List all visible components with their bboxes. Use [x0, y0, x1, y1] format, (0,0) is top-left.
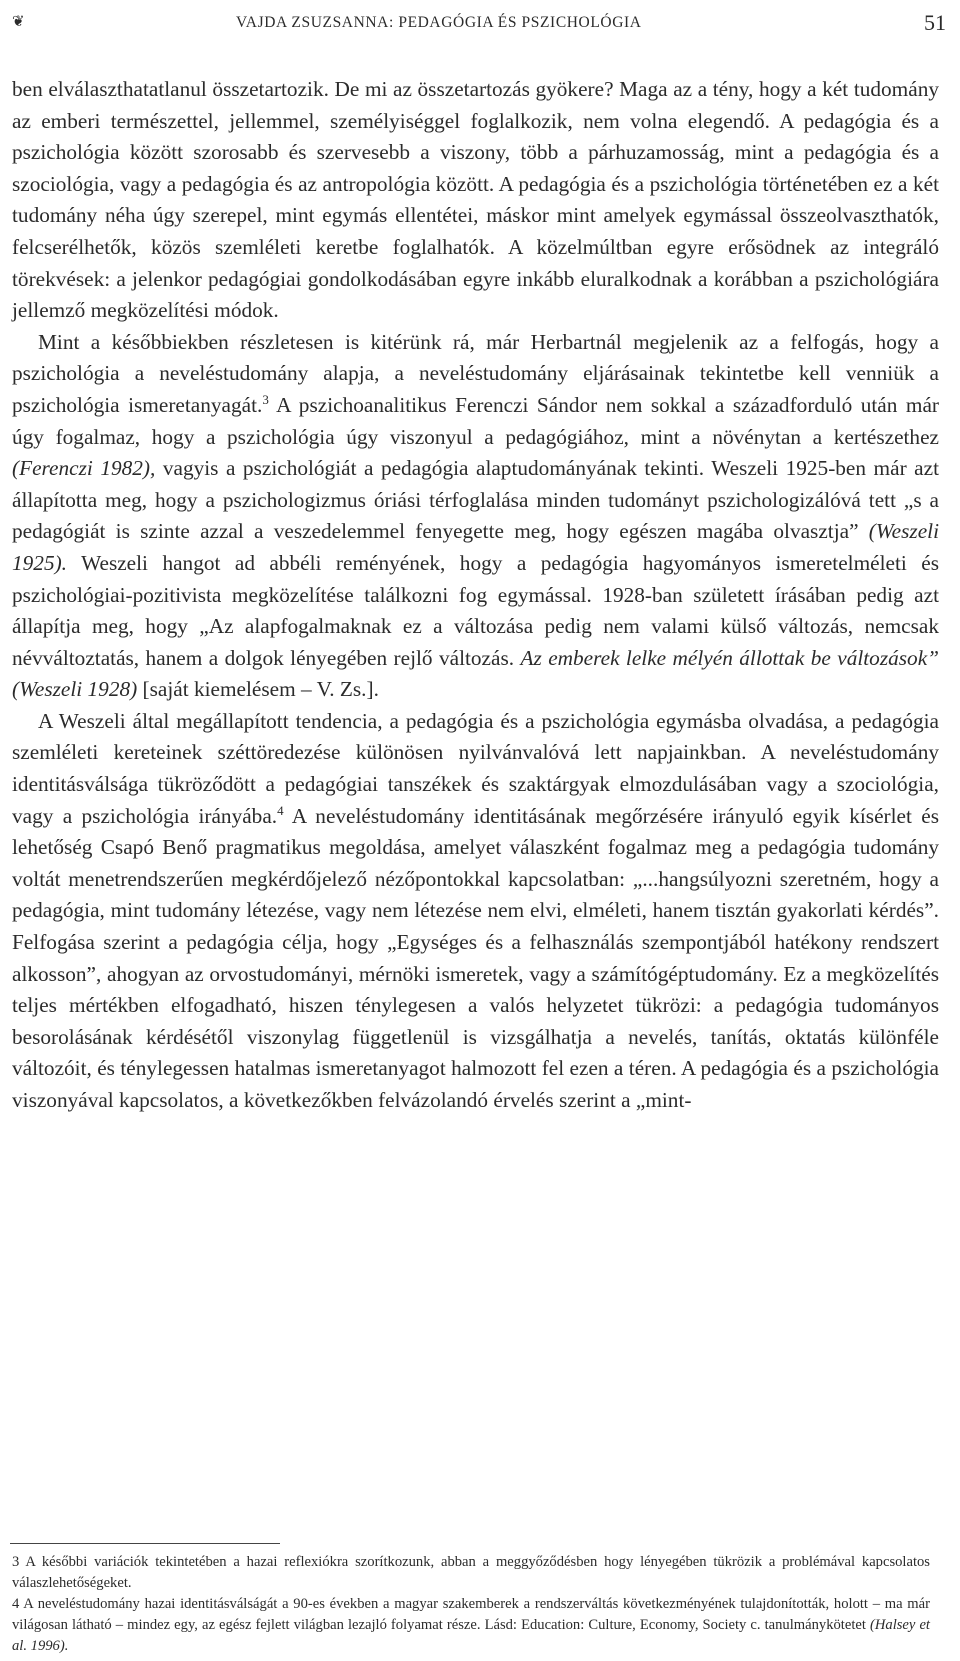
running-head: VAJDA ZSUZSANNA: PEDAGÓGIA ÉS PSZICHOLÓGIA [236, 14, 642, 31]
citation: (Weszeli 1925). [12, 519, 939, 575]
body-text [12, 74, 939, 1117]
footnotes [12, 1552, 930, 1657]
page-header [0, 8, 960, 38]
footnote-divider [10, 1543, 280, 1544]
footnote: 3 A későbbi variációk tekintetében a hazai reflexiókra szorítkozunk, abban a meggyőződésben hogy lényegében tükrözik a problémával kapcsolatos válaszlehetőségeket. [12, 1554, 930, 1591]
citation: (Halsey et al. 1996). [12, 1617, 930, 1654]
page-number: 51 [924, 10, 946, 35]
italic-quote: Az emberek lelke mélyén állottak be változások” (Weszeli 1928) [12, 645, 939, 702]
footnote: 4 A neveléstudomány hazai identitásválságát a 90-es években a magyar szakemberek a rendszerváltás következményének tulajdonították, holott – ma már világosan látható – mindez egy, az egész fejlett világban lezajló folyamat része. Lásd: Education: Culture, Economy, Society c. tanulmánykötetet (Halsey et al. 1996). [12, 1596, 930, 1654]
footnote-ref[interactable]: 3 [262, 391, 269, 407]
paragraph: Mint a későbbiekben részletesen is kitérünk rá, már Herbartnál megjelenik az a felfogás, hogy a pszichológia a neveléstudomány alapja, a neveléstudomány eljárásainak tekintetbe kell venniük a pszichológia ismeretanyagát.$^3$ A pszichoanalitikus Ferenczi Sándor nem sokkal a századforduló után már úgy fogalmaz, hogy a pszichológia úgy viszonyul a pedagógiához, mint a növénytan a kertészethez (Ferenczi 1982), vagyis a pszichológiát a pedagógia alaptudományának tekinti. Weszeli 1925-ben már azt állapította meg, hogy a pszichologizmus óriási térfoglalása minden tudományt pszichologizálóvá tett „s a pedagógiát is szinte azzal a veszedelemmel fenyegette meg, hogy egészen magába olvasztja” (Weszeli 1925). Weszeli hangot ad abbéli reményének, hogy a pedagógia hagyományos ismeretelméleti és pszichológiai-pozitivista megközelítése találkozni fog egymással. 1928-ban született írásában pedig azt állapítja meg, hogy „Az alapfogalmaknak ez a változása pedig nem valami külső változás, nemcsak névváltoztatás, hanem a dolgok lényegében rejlő változás. Az emberek lelke mélyén állottak be változások” (Weszeli 1928) [saját kiemelésem – V. Zs.]. [12, 329, 939, 702]
ornament-icon: ❦ [12, 14, 25, 30]
footnote-ref[interactable]: 4 [277, 802, 284, 818]
paragraph: ben elválaszthatatlanul összetartozik. De mi az összetartozás gyökere? Maga az a tény, hogy a két tudomány az emberi természettel, jellemmel, személyiséggel foglalkozik, nem volna elegendő. A pedagógia és a pszichológia között szorosabb és szervesebb a viszony, több a párhuzamosság, mint a pedagógia és a szociológia, vagy a pedagógia és az antropológia között. A pedagógia és a pszichológia történetében ez a két tudomány néha úgy szerepel, mint egymás ellentétei, máskor mint amelyek egymással összeolvaszthatók, felcserélhetők, közös szemléleti keretbe foglalhatók. A közelmúltban egyre erősödnek az integráló törekvések: a jelenkor pedagógiai gondolkodásában egyre inkább eluralkodnak a korábban a pszichológiára jellemző megközelítési módok. [12, 77, 939, 323]
paragraph: A Weszeli által megállapított tendencia, a pedagógia és a pszichológia egymásba olvadása, a pedagógia szemléleti kereteinek széttöredezése különösen nyilvánvalóvá lett napjainkban. A neveléstudomány identitásválsága tükröződött a pedagógiai tanszékek és szaktárgyak elmozdulásában vagy a szociológia, vagy a pszichológia irányába.$^4$ A neveléstudomány identitásának megőrzésére irányuló egyik kísérlet és lehetőség Csapó Benő pragmatikus megoldása, amelyet válaszként fogalmaz meg a pedagógia tudomány voltát menetrendszerűen megkérdőjelező nézőpontokkal kapcsolatban: „...hangsúlyozni szeretném, hogy a pedagógia, mint tudomány létezése, vagy nem létezése nem elvi, elméleti, hanem tisztán gyakorlati kérdés”. Felfogása szerint a pedagógia célja, hogy „Egységes és a felhasználás szempontjából hatékony rendszert alkosson”, ahogyan az orvostudományi, mérnöki ismeretek, vagy a számítógéptudomány. Ez a megközelítés teljes mértékben elfogadható, hiszen ténylegesen a valós helyzetet tükrözi: a pedagógia tudományos besorolásának kérdésétől viszonylag függetlenül is vizsgálhatja a nevelés, tanítás, oktatás különféle változóit, és ténylegessen hatalmas ismeretanyagot halmozott fel ezen a téren. A pedagógia és a pszichológia viszonyával kapcsolatos, a következőkben felvázolandó érvelés szerint a „mint- [12, 708, 939, 1112]
citation: (Ferenczi 1982), [12, 456, 156, 481]
